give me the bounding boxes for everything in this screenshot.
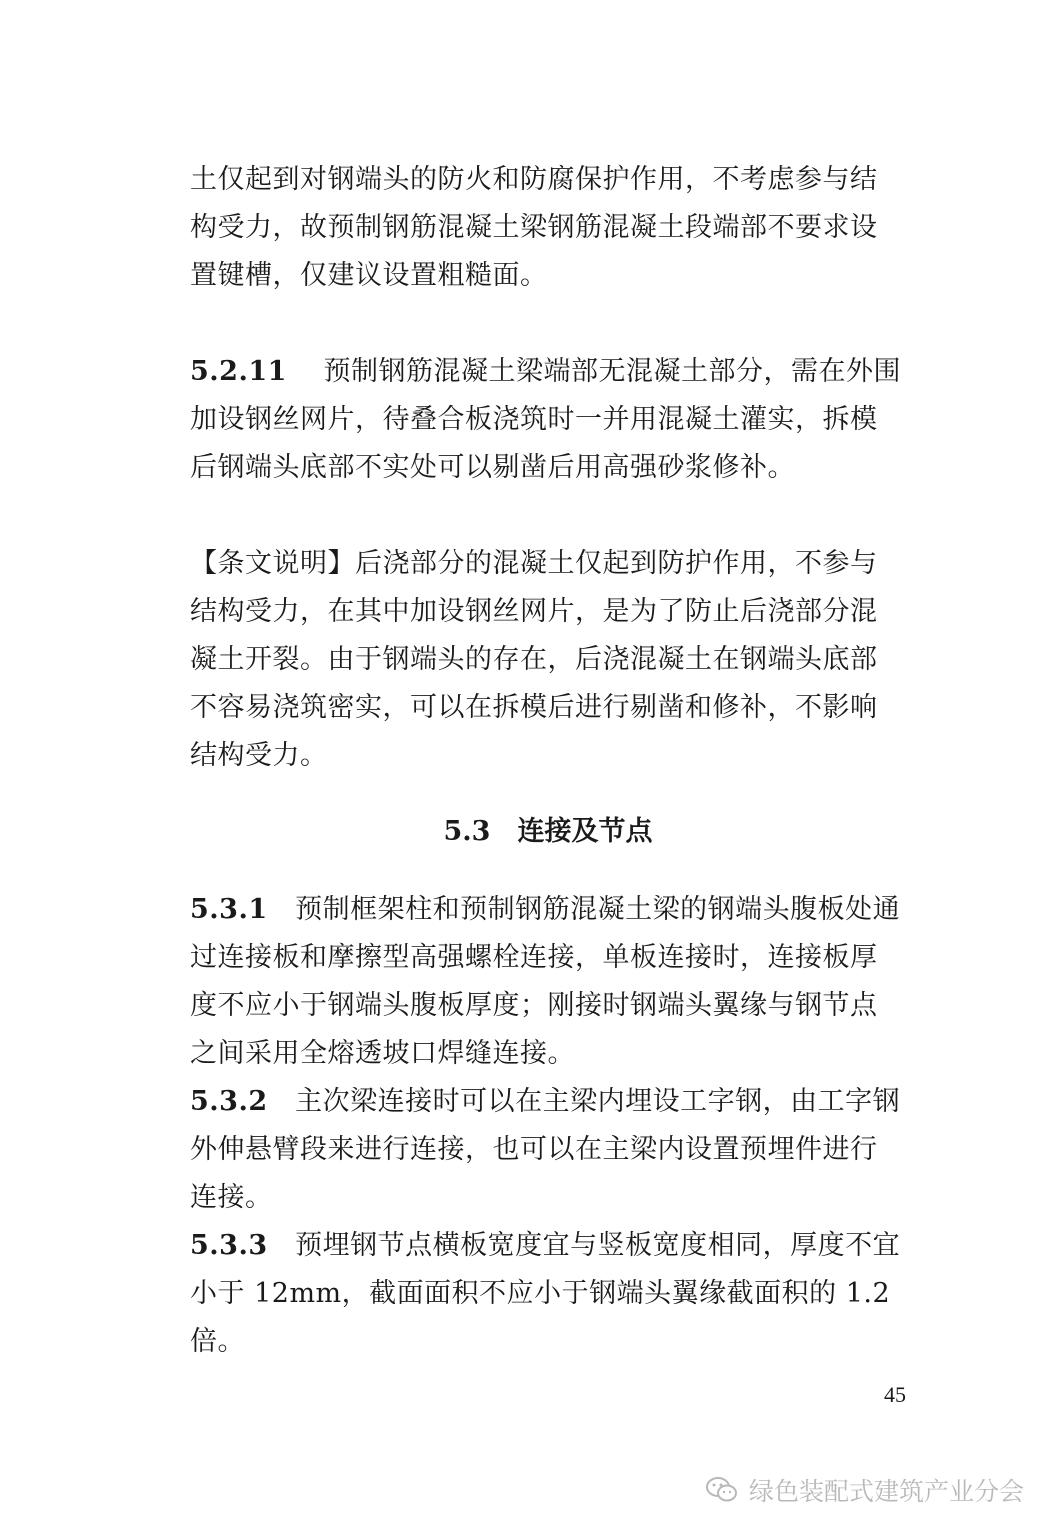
clause-number: 5.3.2 <box>190 1086 268 1117</box>
clause-text: 预制钢筋混凝土梁端部无混凝土部分，需在外围 <box>323 356 902 387</box>
section-heading: 5.3 连接及节点 <box>443 816 653 847</box>
text-line: 【条文说明】后浇部分的混凝土仅起到防护作用，不参与 <box>190 548 878 579</box>
text-line: 外伸悬臂段来进行连接，也可以在主梁内设置预埋件进行 <box>190 1134 878 1165</box>
text-line: 结构受力，在其中加设钢丝网片，是为了防止后浇部分混 <box>190 596 878 627</box>
text-line: 后钢端头底部不实处可以剔凿后用高强砂浆修补。 <box>190 452 795 483</box>
text-line <box>190 348 906 396</box>
clause-number: 5.3.3 <box>190 1230 268 1261</box>
text-line: 度不应小于钢端头腹板厚度；刚接时钢端头翼缘与钢节点 <box>190 990 878 1021</box>
clause-5-3-2 <box>190 1078 906 1222</box>
clause-5-2-11 <box>190 348 906 492</box>
text-line: 土仅起到对钢端头的防火和防腐保护作用，不考虑参与结 <box>190 164 878 195</box>
paragraph-continuation <box>190 156 906 300</box>
text-line: 不容易浇筑密实，可以在拆模后进行剔凿和修补，不影响 <box>190 692 878 723</box>
clause-number: 5.3.1 <box>190 894 268 925</box>
text-line: 凝土开裂。由于钢端头的存在，后浇混凝土在钢端头底部 <box>190 644 878 675</box>
text-line <box>190 886 906 934</box>
watermark <box>705 1468 1024 1512</box>
text-line: 构受力，故预制钢筋混凝土梁钢筋混凝土段端部不要求设 <box>190 212 878 243</box>
text-line: 倍。 <box>190 1326 245 1357</box>
page-number: 45 <box>884 1382 906 1407</box>
clause-5-3-3 <box>190 1222 906 1366</box>
text-line: 过连接板和摩擦型高强螺栓连接，单板连接时，连接板厚 <box>190 942 878 973</box>
clause-text: 预制框架柱和预制钢筋混凝土梁的钢端头腹板处通 <box>295 894 901 925</box>
text-line <box>190 1078 906 1126</box>
clause-text: 主次梁连接时可以在主梁内埋设工字钢，由工字钢 <box>295 1086 901 1117</box>
watermark-text: 绿色装配式建筑产业分会 <box>748 1477 1024 1506</box>
wechat-icon <box>705 1475 739 1505</box>
clause-5-3-1 <box>190 886 906 1078</box>
clause-number: 5.2.11 <box>190 356 287 387</box>
text-line <box>190 1222 906 1270</box>
clause-explanation <box>190 540 906 780</box>
text-line: 之间采用全熔透坡口焊缝连接。 <box>190 1038 575 1069</box>
text-line: 连接。 <box>190 1182 273 1213</box>
text-line: 加设钢丝网片，待叠合板浇筑时一并用混凝土灌实，拆模 <box>190 404 878 435</box>
text-line: 置键槽，仅建议设置粗糙面。 <box>190 260 548 291</box>
clause-text: 预埋钢节点横板宽度宜与竖板宽度相同，厚度不宜 <box>295 1230 901 1261</box>
text-line: 结构受力。 <box>190 740 328 771</box>
text-line: 小于 12mm，截面面积不应小于钢端头翼缘截面积的 1.2 <box>190 1278 891 1309</box>
